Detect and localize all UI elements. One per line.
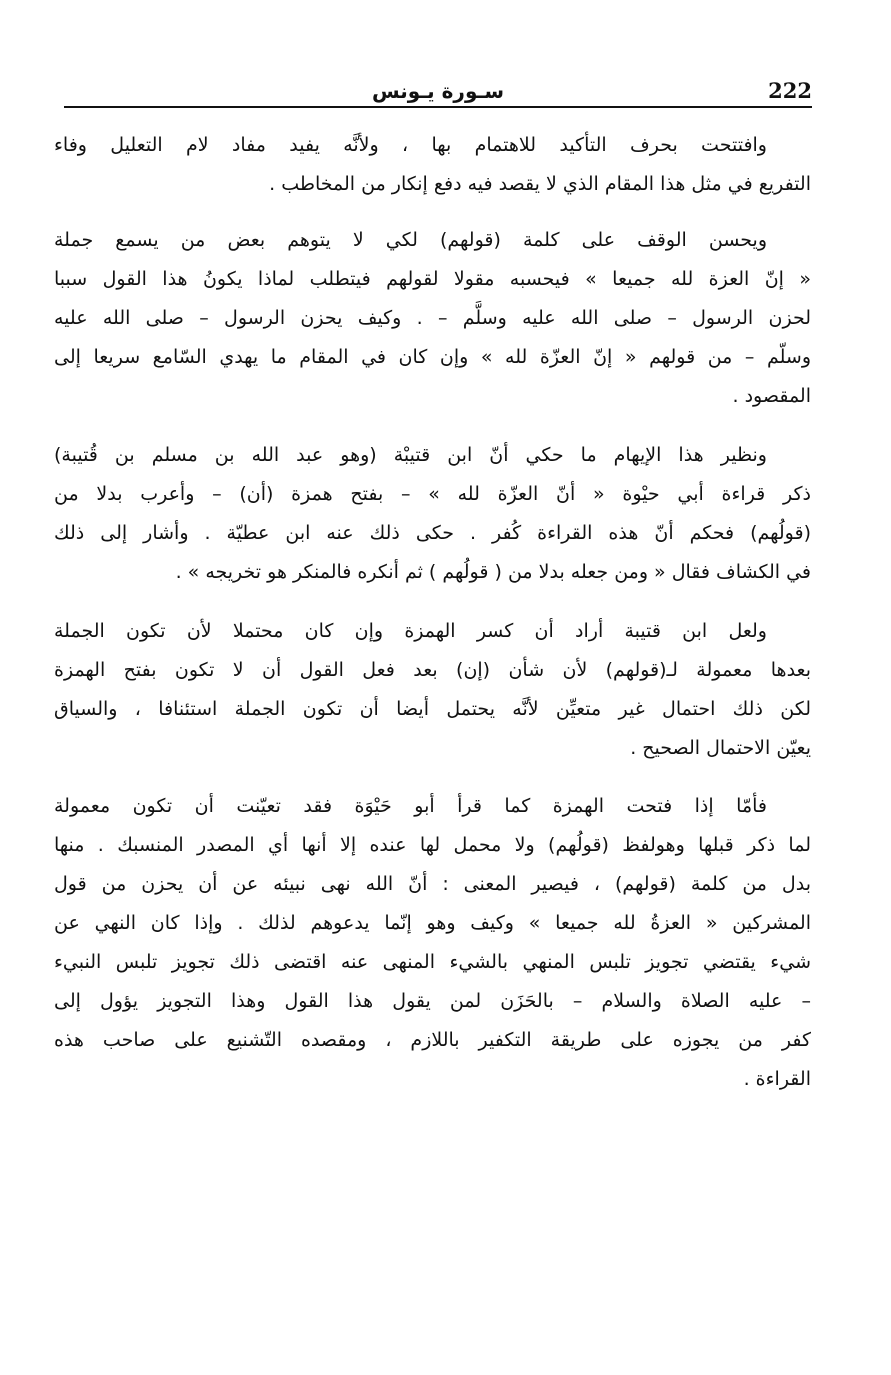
text-line: (قولُهم) فحكم أنّ هذه القراءة كُفر . حكى ذلك عنه ابن عطيّة . وأشار إلى ذلك bbox=[54, 522, 811, 544]
text-line: المقصود . bbox=[732, 385, 811, 407]
text-line: – عليه الصلاة والسلام – بالحَزَن لمن يقول هذا القول وهذا التجويز يؤول إلى bbox=[54, 990, 811, 1012]
paragraph-4 bbox=[54, 612, 811, 768]
surah-title: سـورة يـونس bbox=[372, 79, 504, 103]
text-line: وسلّم – من قولهم « إنّ العزّة لله » وإن كان في المقام ما يهدي السّامع سريعا إلى bbox=[54, 346, 811, 368]
text-line: فأمّا إذا فتحت الهمزة كما قرأ أبو حَيْوَة فقد تعيّنت أن تكون معمولة bbox=[54, 795, 767, 817]
page-body bbox=[54, 126, 811, 1099]
text-line: وافتتحت بحرف التأكيد للاهتمام بها ، ولأنَّه يفيد مفاد لام التعليل وفاء bbox=[54, 134, 767, 156]
header-divider bbox=[64, 106, 812, 108]
text-line: ذكر قراءة أبي حيْوة « أنّ العزّة لله » – بفتح همزة (أن) – وأعرب بدلا من bbox=[54, 483, 811, 505]
text-line: التفريع في مثل هذا المقام الذي لا يقصد فيه دفع إنكار من المخاطب . bbox=[269, 173, 811, 195]
paragraph-3 bbox=[54, 436, 811, 592]
text-line: بعدها معمولة لـ(قولهم) لأن شأن (إن) بعد فعل القول أن لا تكون بفتح الهمزة bbox=[54, 659, 811, 681]
text-line: شيء يقتضي تجويز تلبس المنهي بالشيء المنهى عنه اقتضى ذلك تجويز تلبس النبيء bbox=[54, 951, 811, 973]
text-line: كفر من يجوزه على طريقة التكفير باللازم ، ومقصده التّشنيع على صاحب هذه bbox=[54, 1029, 811, 1051]
text-line: ولعل ابن قتيبة أراد أن كسر الهمزة وإن كان محتملا لأن تكون الجملة bbox=[54, 620, 767, 642]
text-line: لحزن الرسول – صلى الله عليه وسلَّم – . وكيف يحزن الرسول – صلى الله عليه bbox=[54, 307, 811, 329]
paragraph-1 bbox=[54, 126, 811, 204]
text-line: في الكشاف فقال « ومن جعله بدلا من ( قولُهم ) ثم أنكره فالمنكر هو تخريجه » . bbox=[175, 561, 811, 583]
text-line: القراءة . bbox=[743, 1068, 811, 1090]
text-line: ونظير هذا الإيهام ما حكي أنّ ابن قتيبْة (وهو عبد الله بن مسلم بن قُتيبة) bbox=[54, 444, 767, 466]
text-line: يعيّن الاحتمال الصحيح . bbox=[630, 737, 811, 759]
paragraph-5 bbox=[54, 787, 811, 1099]
text-line: لما ذكر قبلها وهولفظ (قولُهم) ولا محمل لها عنده إلا أنها أي المصدر المنسبك . منها bbox=[54, 834, 811, 856]
running-header bbox=[64, 72, 812, 108]
text-line: لكن ذلك احتمال غير متعيِّن لأنَّه يحتمل أيضا أن تكون الجملة استئنافا ، والسياق bbox=[54, 698, 811, 720]
text-line: « إنّ العزة لله جميعا » فيحسبه مقولا لقولهم فيتطلب لماذا يكونُ هذا القول سببا bbox=[54, 268, 811, 290]
paragraph-2 bbox=[54, 221, 811, 416]
text-line: بدل من كلمة (قولهم) ، فيصير المعنى : أنّ الله نهى نبيئه عن أن يحزن من قول bbox=[54, 873, 811, 895]
page-number: 222 bbox=[768, 78, 812, 103]
text-line: المشركين « العزةُ لله جميعا » وكيف وهو إنّما يدعوهم لذلك . وإذا كان النهي عن bbox=[54, 912, 811, 934]
text-line: ويحسن الوقف على كلمة (قولهم) لكي لا يتوهم بعض من يسمع جملة bbox=[54, 229, 767, 251]
